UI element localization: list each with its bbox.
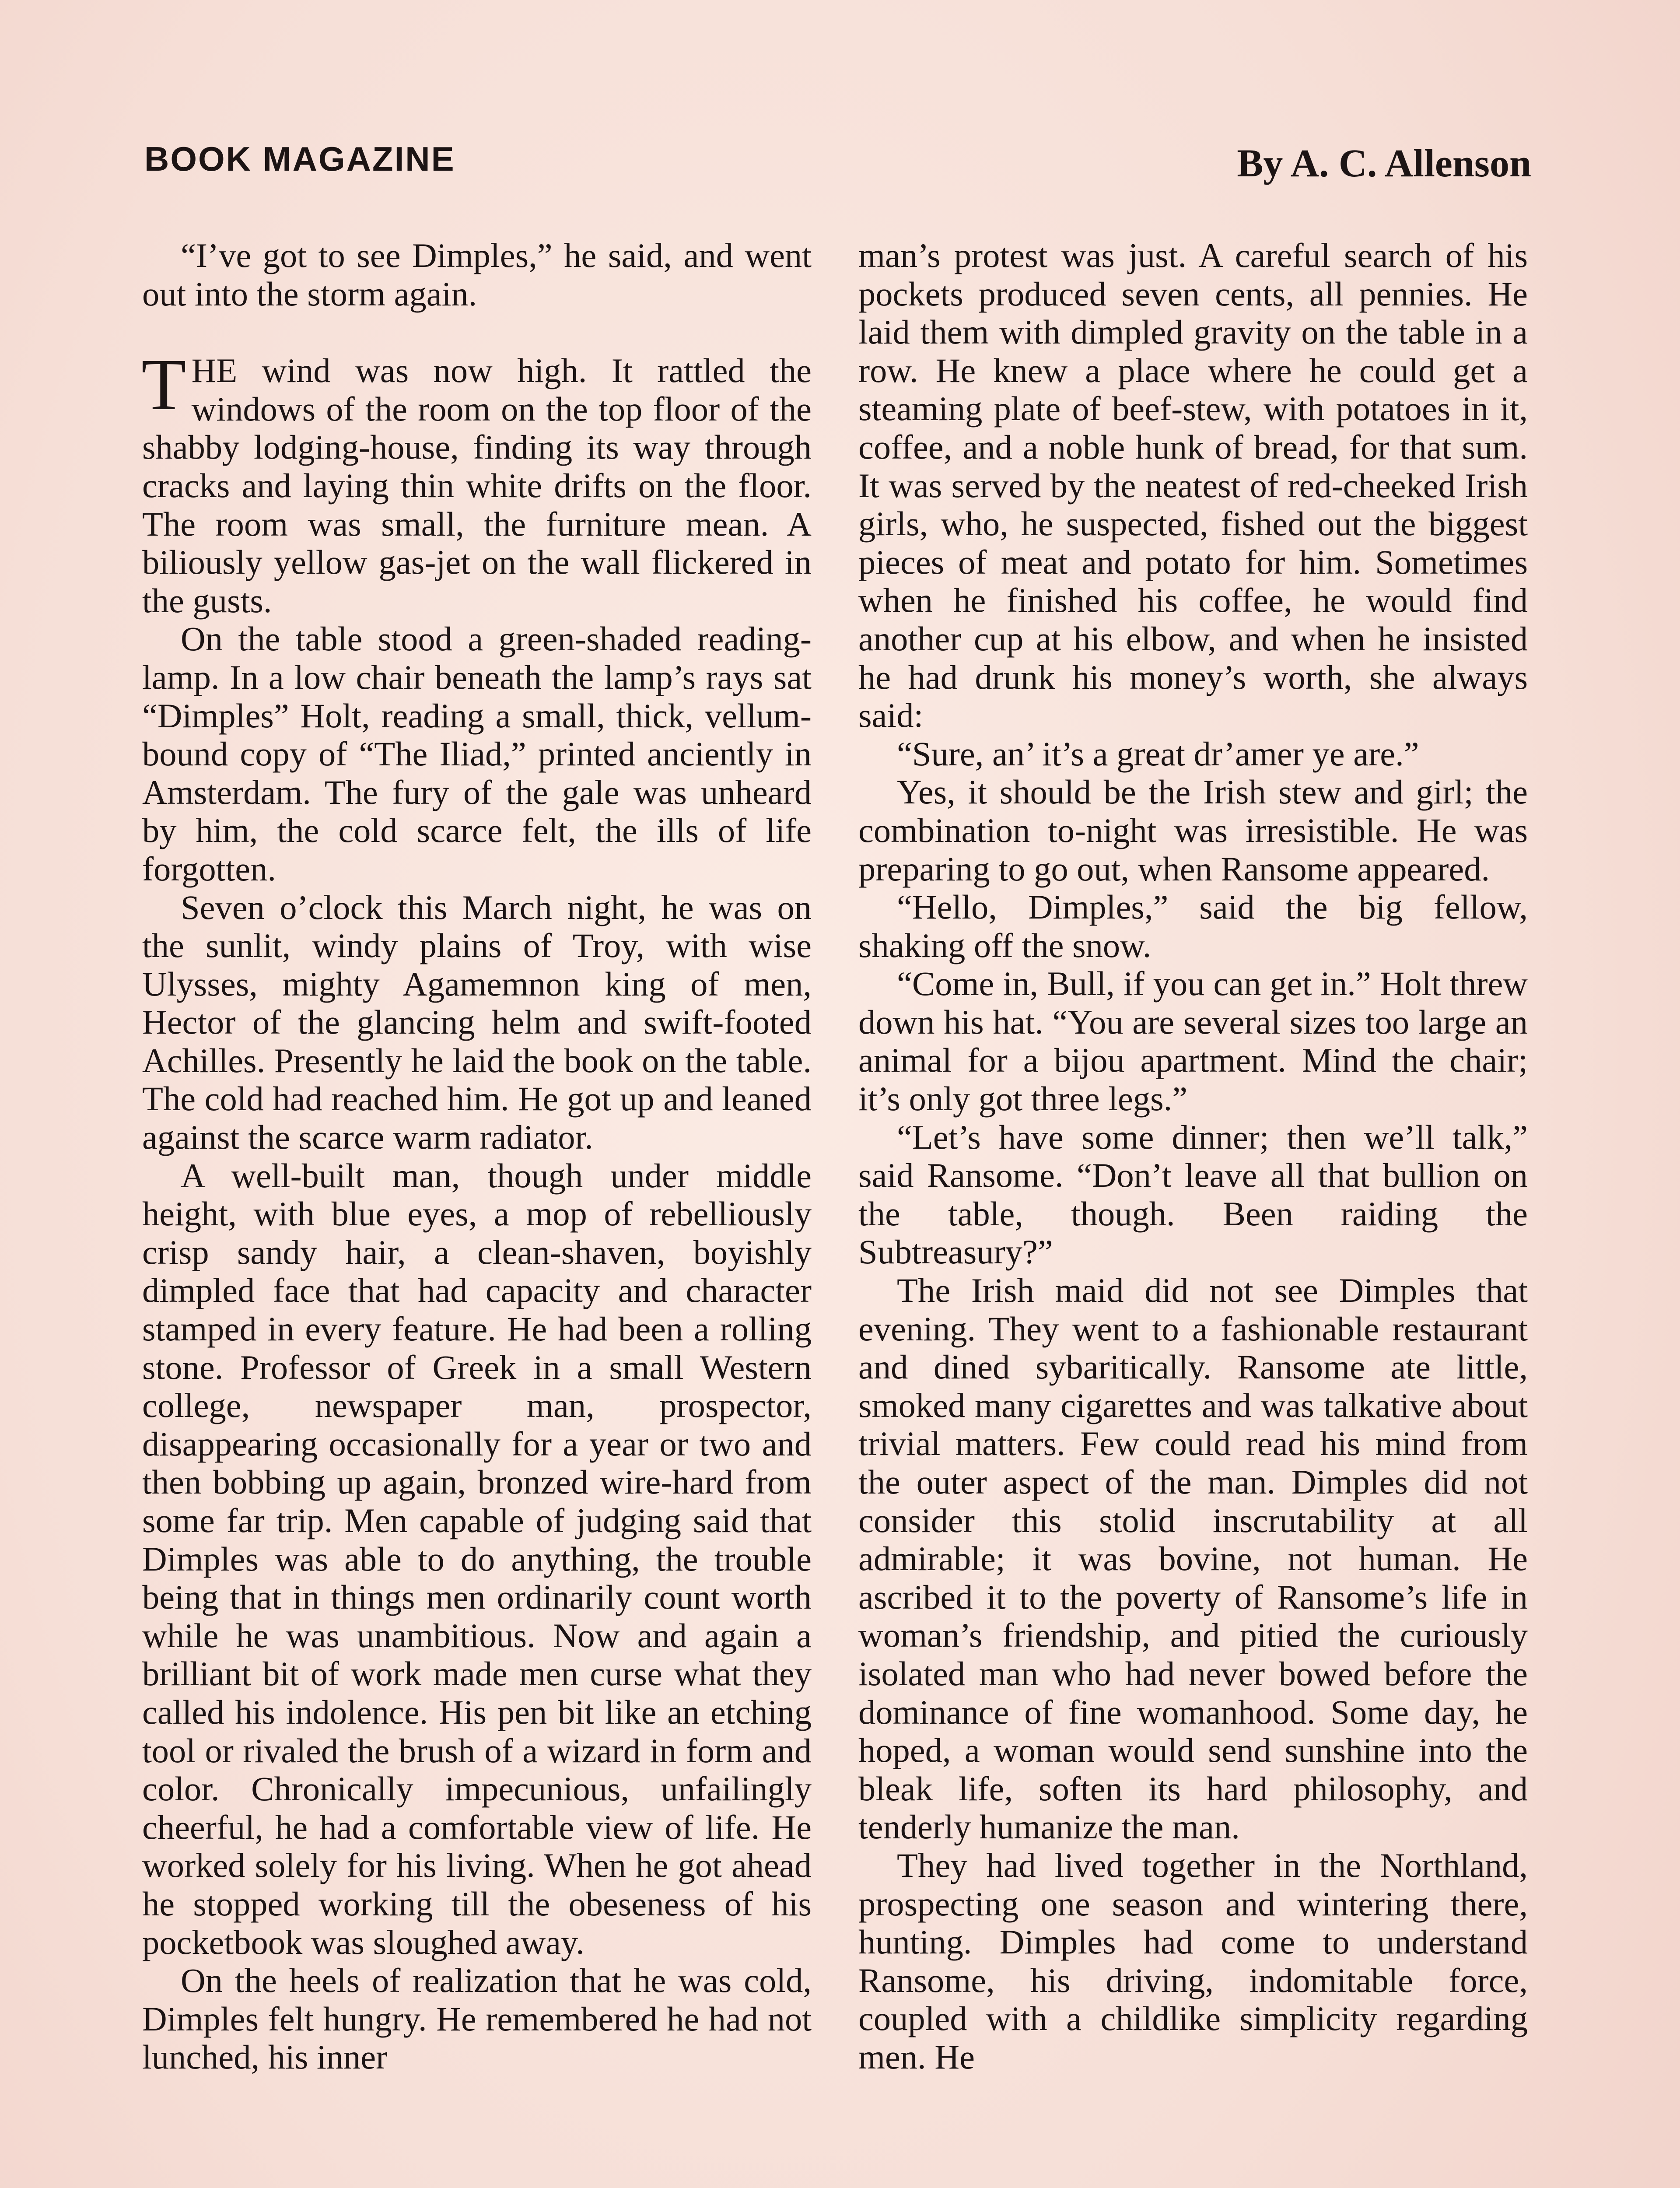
text-column-right [858, 236, 1528, 2076]
paragraph: Seven o’clock this March night, he was on the sunlit, windy plains of Troy, with wise Ulysses, mighty Agamemnon king of men, Hector of the glancing helm and swift-footed Achilles. Presently he laid the book on the table. The cold had reached him. He got up and leaned against the scarce warm radiator. [142, 888, 812, 1157]
paragraph: On the heels of realization that he was cold, Dimples felt hungry. He remembered he had not lunched, his inner [142, 1961, 812, 2076]
paragraph: Yes, it should be the Irish stew and girl; the combination to-night was irresistible. He was preparing to go out, when Ransome appeared. [858, 773, 1528, 888]
paragraph: man’s protest was just. A careful search of his pockets produced seven cents, all pennies. He laid them with dimpled gravity on the table in a row. He knew a place where he could get a steaming plate of beef-stew, with potatoes in it, coffee, and a noble hunk of bread, for that sum. It was served by the neatest of red-cheeked Irish girls, who, he suspected, fished out the biggest pieces of meat and potato for him. Sometimes when he finished his coffee, he would find another cup at his elbow, and when he insisted he had drunk his money’s worth, she always said: [858, 236, 1528, 735]
paragraph: “I’ve got to see Dimples,” he said, and went out into the storm again. [142, 236, 812, 313]
paragraph: A well-built man, though under middle height, with blue eyes, a mop of rebelliously crisp sandy hair, a clean-shaven, boyishly dimpled face that had capacity and character stamped in every feature. He had been a rolling stone. Professor of Greek in a small Western college, newspaper man, prospector, disappearing occasionally for a year or two and then bobbing up again, bronzed wire-hard from some far trip. Men capable of judging said that Dimples was able to do anything, the trouble being that in things men ordinarily count worth while he was unambitious. Now and again a brilliant bit of work made men curse what they called his indolence. His pen bit like an etching tool or rivaled the brush of a wizard in form and color. Chronically impecunious, unfailingly cheerful, he had a comfortable view of life. He worked solely for his living. When he got ahead he stopped working till the obeseness of his pocketbook was sloughed away. [142, 1156, 812, 1961]
paragraph [141, 344, 812, 620]
paragraph: “Come in, Bull, if you can get in.” Holt threw down his hat. “You are several sizes too large an animal for a bijou apartment. Mind the chair; it’s only got three legs.” [858, 964, 1528, 1118]
paragraph: They had lived together in the Northland, prospecting one season and wintering there, hunting. Dimples had come to understand Ransome, his driving, indomitable force, coupled with a childlike simplicity regarding men. He [858, 1846, 1528, 2076]
paragraph: On the table stood a green-shaded reading-lamp. In a low chair beneath the lamp’s rays sat “Dimples” Holt, reading a small, thick, vellum-bound copy of “The Iliad,” printed anciently in Amsterdam. The fury of the gale was unheard by him, the cold scarce felt, the ills of life forgotten. [142, 620, 812, 888]
paragraph-text: HE wind was now high. It rattled the windows of the room on the top floor of the shabby lodging-house, finding its way through cracks and laying thin white drifts on the floor. The room was small, the furniture mean. A biliously yellow gas-jet on the wall flickered in the gusts. [142, 351, 812, 620]
paragraph: “Sure, an’ it’s a great dr’amer ye are.” [897, 734, 1419, 773]
paragraph: “Hello, Dimples,” said the big fellow, shaking off the snow. [858, 888, 1528, 964]
text-column-left [142, 236, 812, 2076]
paragraph: “Let’s have some dinner; then we’ll talk,” said Ransome. “Don’t leave all that bullion on the table, though. Been raiding the Subtreasury?” [858, 1118, 1528, 1271]
running-head-byline: By A. C. Allenson [1237, 142, 1531, 185]
paragraph: The Irish maid did not see Dimples that evening. They went to a fashionable restaurant and dined sybaritically. Ransome ate little, smoked many cigarettes and was talkative about trivial matters. Few could read his mind from the outer aspect of the man. Dimples did not consider this stolid inscrutability at all admirable; it was bovine, not human. He ascribed it to the poverty of Ransome’s life in woman’s friendship, and pitied the curiously isolated man who had never bowed before the dominance of fine womanhood. Some day, he hoped, a woman would send sunshine into the bleak life, soften its hard philosophy, and tenderly humanize the man. [858, 1271, 1528, 1846]
running-head-publication: BOOK MAGAZINE [144, 140, 455, 178]
drop-cap: T [141, 344, 186, 426]
